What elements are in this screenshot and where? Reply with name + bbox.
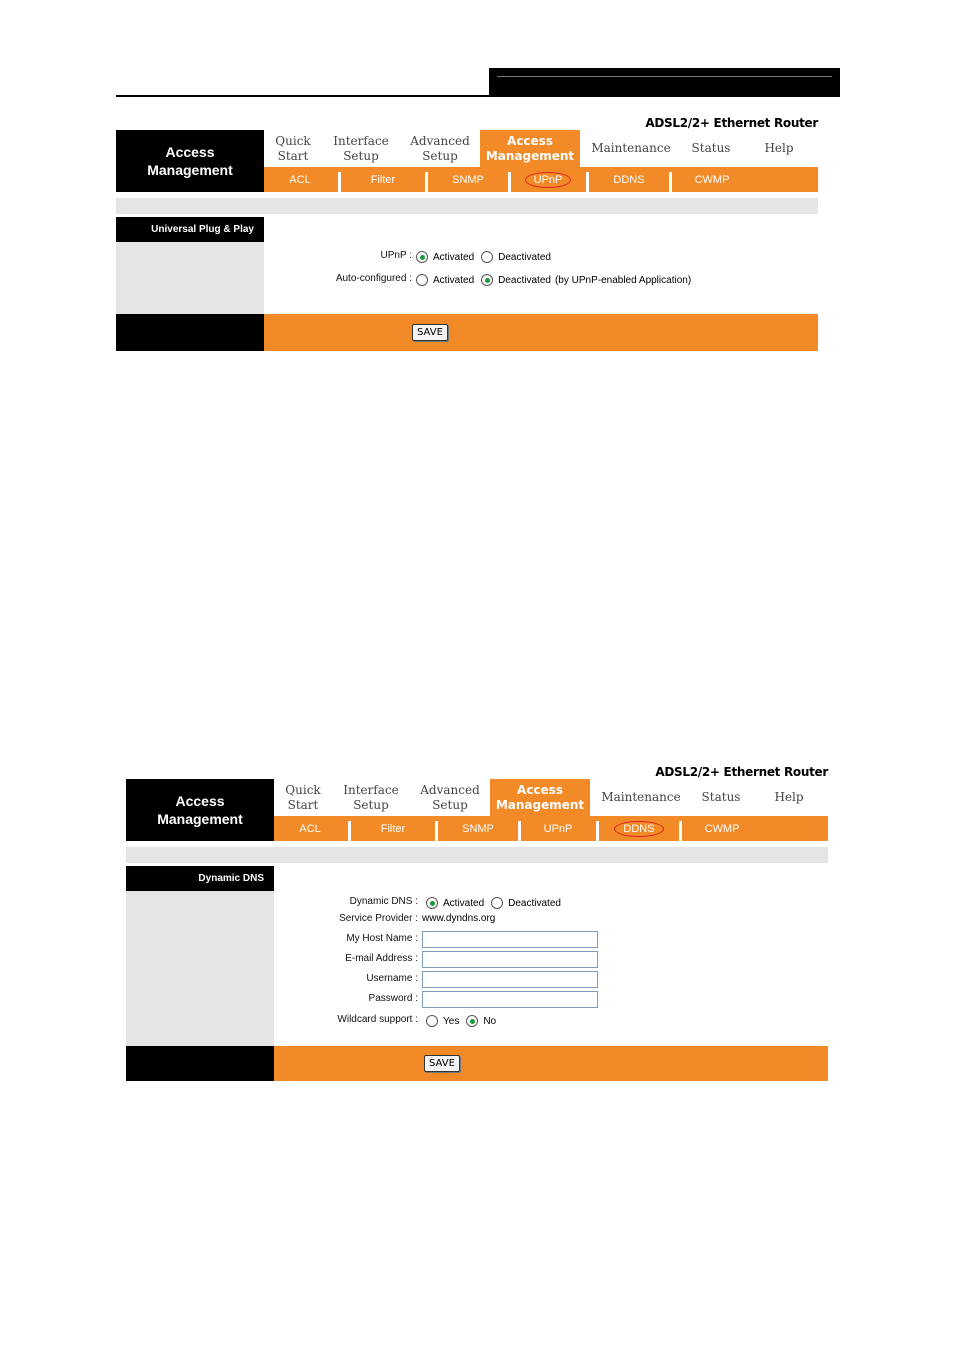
nav-advanced-setup[interactable]: Advanced Setup (420, 782, 480, 812)
autoconf-row (264, 272, 818, 290)
provider-row (274, 912, 828, 930)
spacer-bar (116, 198, 818, 214)
provider-value: www.dyndns.org (422, 913, 496, 924)
side-panel (116, 242, 264, 314)
nav-quick-start[interactable]: Quick Start (285, 782, 321, 812)
subnav-acl[interactable]: ACL (289, 173, 311, 186)
autoconf-options (416, 272, 691, 288)
main-nav (264, 130, 818, 167)
brand-line-2: Management (147, 162, 233, 178)
subnav-upnp[interactable]: UPnP (543, 822, 573, 835)
upnp-activated-radio[interactable] (416, 251, 428, 263)
email-input[interactable] (422, 951, 598, 968)
nav-access-management[interactable]: Access Management (490, 779, 590, 816)
autoconf-note: (by UPnP-enabled Application) (554, 274, 692, 286)
autoconf-deactivated-label: Deactivated (498, 274, 551, 286)
brand-line-2: Management (157, 811, 243, 827)
document-header-block (489, 68, 840, 97)
username-input[interactable] (422, 971, 598, 988)
host-label: My Host Name : (346, 933, 418, 944)
ddns-activated-label: Activated (443, 897, 485, 909)
wildcard-row (274, 1013, 828, 1031)
upnp-deactivated-label: Deactivated (498, 251, 551, 263)
subnav-snmp[interactable]: SNMP (452, 173, 484, 186)
brand-block (126, 779, 274, 841)
nav-status[interactable]: Status (701, 790, 741, 804)
autoconf-deactivated-radio[interactable] (481, 274, 493, 286)
autoconf-activated-radio[interactable] (416, 274, 428, 286)
subnav-ddns[interactable]: DDNS (613, 173, 645, 186)
save-button[interactable]: SAVE (412, 324, 448, 341)
upnp-deactivated-radio[interactable] (481, 251, 493, 263)
nav-access-management[interactable]: Access Management (480, 130, 580, 167)
footer-left (126, 1046, 274, 1081)
provider-label: Service Provider : (339, 913, 418, 924)
autoconf-label: Auto-configured : (335, 273, 412, 284)
upnp-label: UPnP : (380, 250, 412, 261)
subnav-snmp[interactable]: SNMP (462, 822, 494, 835)
nav-help[interactable]: Help (764, 141, 794, 155)
subnav-cwmp[interactable]: CWMP (704, 822, 740, 835)
footer-bar (264, 314, 818, 351)
nav-maintenance[interactable]: Maintenance (601, 790, 681, 804)
subnav-filter[interactable]: Filter (370, 173, 396, 186)
highlight-circle: UPnP (525, 172, 572, 188)
wildcard-yes-label: Yes (443, 1015, 460, 1027)
document-header-inner-rule (497, 76, 832, 77)
upnp-row (264, 249, 818, 267)
ddns-deactivated-label: Deactivated (508, 897, 561, 909)
nav-maintenance[interactable]: Maintenance (591, 141, 671, 155)
username-row (274, 971, 828, 989)
nav-help[interactable]: Help (774, 790, 804, 804)
save-button[interactable]: SAVE (424, 1055, 460, 1072)
spacer-bar (126, 847, 828, 863)
brand-line-1: Access (165, 144, 215, 160)
password-input[interactable] (422, 991, 598, 1008)
highlight-circle: DDNS (614, 821, 663, 837)
ddns-deactivated-radio[interactable] (491, 897, 503, 909)
footer-left (116, 314, 264, 351)
ddns-options (426, 895, 568, 911)
subnav-ddns[interactable] (599, 816, 679, 841)
nav-interface-setup[interactable]: Interface Setup (343, 782, 399, 812)
nav-status[interactable]: Status (691, 141, 731, 155)
email-row (274, 951, 828, 969)
upnp-panel (116, 116, 818, 352)
footer-bar (274, 1046, 828, 1081)
email-label: E-mail Address : (345, 953, 418, 964)
host-name-input[interactable] (422, 931, 598, 948)
sub-nav (264, 167, 818, 192)
upnp-activated-label: Activated (433, 251, 475, 263)
password-row (274, 991, 828, 1009)
username-label: Username : (366, 973, 418, 984)
wildcard-label: Wildcard support : (337, 1014, 418, 1025)
wildcard-options (426, 1013, 503, 1029)
brand-block (116, 130, 264, 192)
nav-quick-start[interactable]: Quick Start (275, 133, 311, 163)
wildcard-no-label: No (483, 1015, 497, 1027)
ddns-label: Dynamic DNS : (349, 896, 418, 907)
upnp-options (416, 249, 558, 265)
ddns-panel (126, 765, 828, 1081)
wildcard-yes-radio[interactable] (426, 1015, 438, 1027)
ddns-activated-radio[interactable] (426, 897, 438, 909)
subnav-acl[interactable]: ACL (299, 822, 321, 835)
nav-advanced-setup[interactable]: Advanced Setup (410, 133, 470, 163)
product-name: ADSL2/2+ Ethernet Router (645, 116, 818, 130)
wildcard-no-radio[interactable] (466, 1015, 478, 1027)
section-title: Universal Plug & Play (116, 217, 264, 242)
main-nav (274, 779, 828, 816)
product-name: ADSL2/2+ Ethernet Router (655, 765, 828, 779)
password-label: Password : (368, 993, 418, 1004)
host-row (274, 931, 828, 949)
side-panel (126, 891, 274, 1046)
nav-interface-setup[interactable]: Interface Setup (333, 133, 389, 163)
brand-line-1: Access (175, 793, 225, 809)
subnav-cwmp[interactable]: CWMP (694, 173, 730, 186)
subnav-upnp[interactable] (511, 167, 585, 192)
sub-nav (274, 816, 828, 841)
subnav-filter[interactable]: Filter (380, 822, 406, 835)
section-title: Dynamic DNS (126, 866, 274, 891)
autoconf-activated-label: Activated (433, 274, 475, 286)
ddns-row (274, 895, 828, 913)
